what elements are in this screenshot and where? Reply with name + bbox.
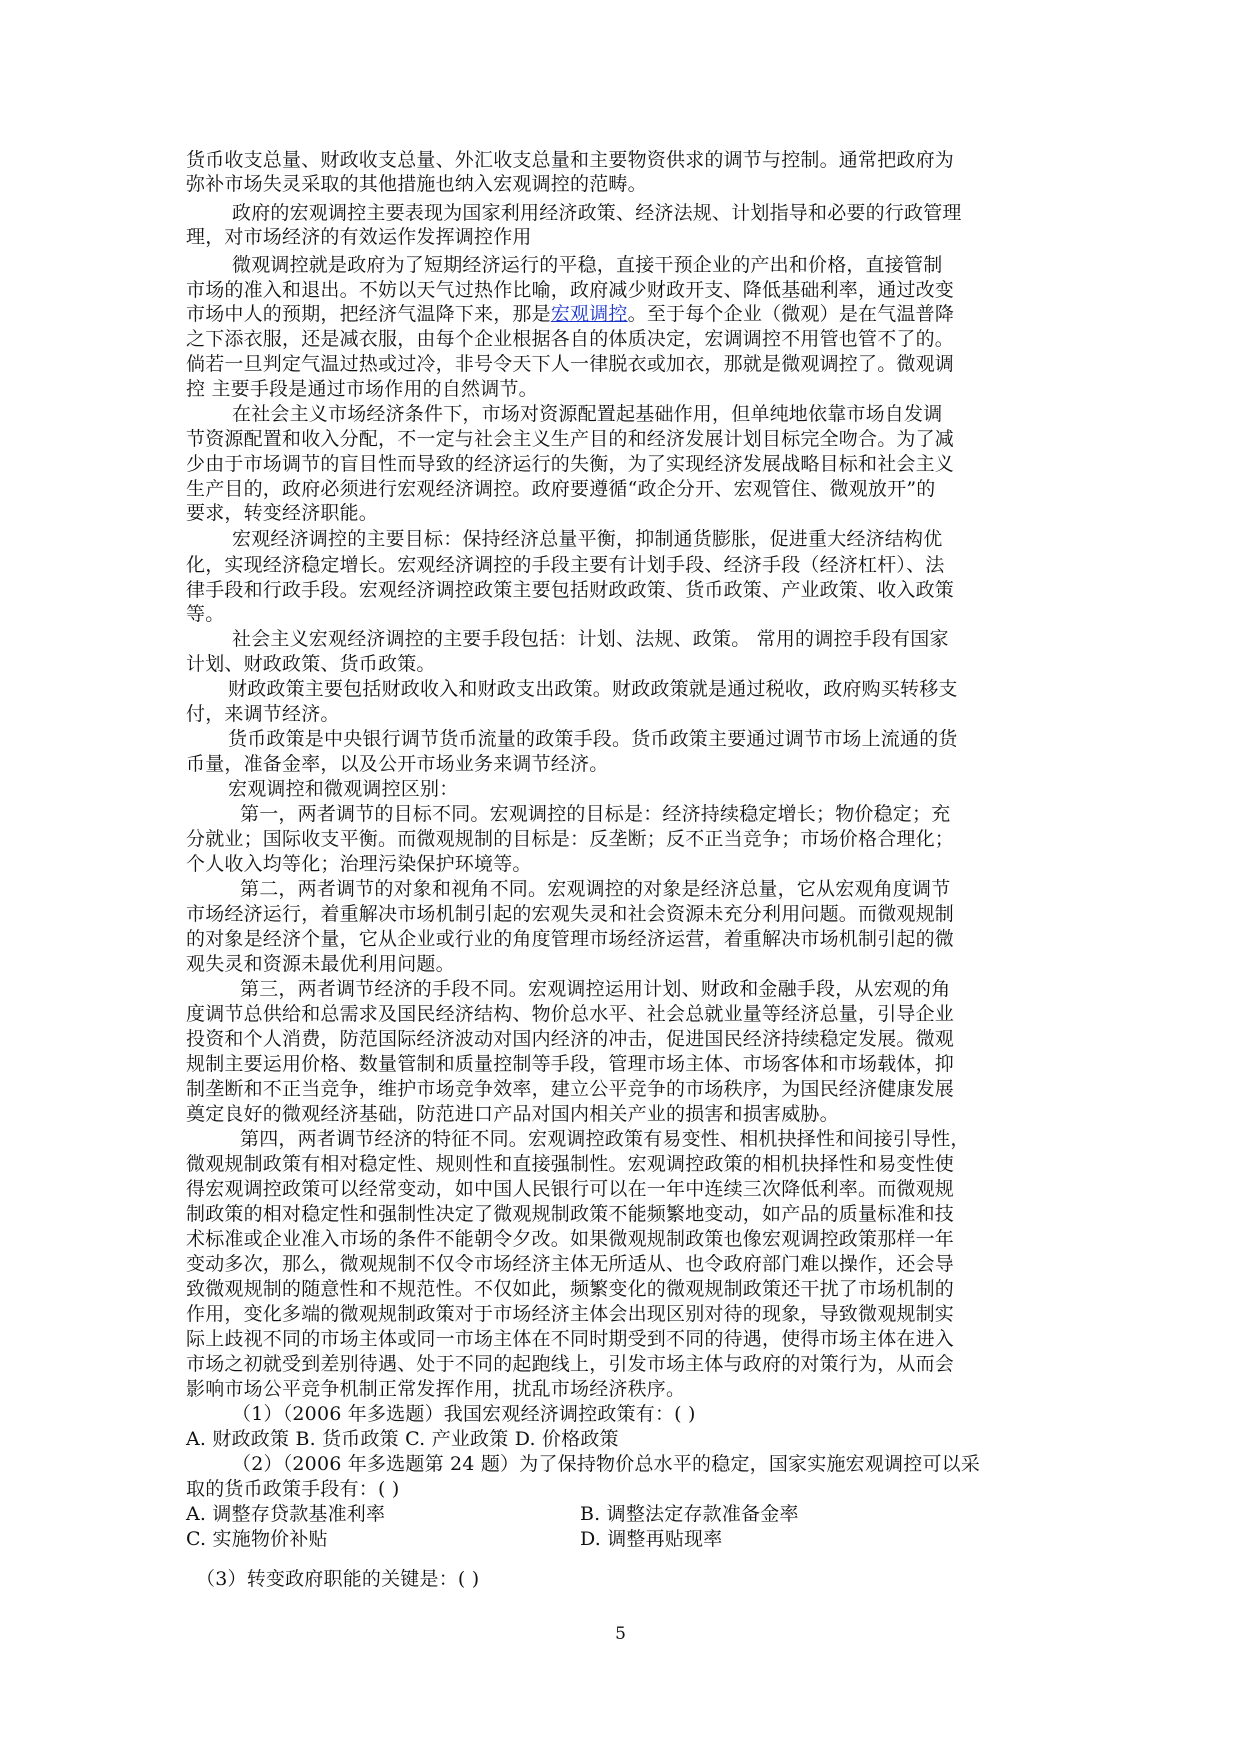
paragraph-line: 影响市场公平竞争机制正常发挥作用，扰乱市场经济秩序。 bbox=[186, 1378, 686, 1400]
paragraph-line: 付，来调节经济。 bbox=[186, 703, 340, 725]
paragraph-line: 政府的宏观调控主要表现为国家利用经济政策、经济法规、计划指导和必要的行政管理 bbox=[232, 202, 962, 224]
paragraph-line: 之下添衣服，还是减衣服，由每个企业根据各自的体质决定，宏调调控不用管也管不了的。 bbox=[186, 328, 955, 350]
paragraph-line: 投资和个人消费，防范国际经济波动对国内经济的冲击，促进国民经济持续稳定发展。微观 bbox=[186, 1028, 955, 1050]
question-stem: （2）（2006 年多选题第 24 题）为了保持物价总水平的稳定，国家实施宏观调控可以采 bbox=[232, 1453, 981, 1475]
question-stem: （3）转变政府职能的关键是：( ) bbox=[196, 1568, 480, 1590]
paragraph-line: 节资源配置和收入分配，不一定与社会主义生产目的和经济发展计划目标完全吻合。为了减 bbox=[186, 428, 955, 450]
paragraph-line-with-link bbox=[186, 302, 954, 326]
paragraph-line: 计划、财政政策、货币政策。 bbox=[186, 653, 436, 675]
paragraph-line: 货币收支总量、财政收支总量、外汇收支总量和主要物资供求的调节与控制。通常把政府为 bbox=[186, 149, 955, 171]
paragraph-line: 际上歧视不同的市场主体或同一市场主体在不同时期受到不同的待遇，使得市场主体在进入 bbox=[186, 1328, 955, 1350]
paragraph-line: 的对象是经济个量，它从企业或行业的角度管理市场经济运营，着重解决市场机制引起的微 bbox=[186, 928, 955, 950]
paragraph-line: 理，对市场经济的有效运作发挥调控作用 bbox=[186, 226, 532, 248]
paragraph-line: 规制主要运用价格、数量管制和质量控制等手段，管理市场主体、市场客体和市场载体，抑 bbox=[186, 1053, 955, 1075]
paragraph-text: 。至于每个企业（微观）是在气温普降 bbox=[627, 303, 955, 325]
paragraph-line: 微观规制政策有相对稳定性、规则性和直接强制性。宏观调控政策的相机抉择性和易变性使 bbox=[186, 1153, 955, 1175]
page-number: 5 bbox=[615, 1624, 626, 1644]
paragraph-line: 分就业；国际收支平衡。而微观规制的目标是：反垄断；反不正当竞争；市场价格合理化； bbox=[186, 828, 955, 850]
paragraph-line: 第四，两者调节经济的特征不同。宏观调控政策有易变性、相机抉择性和间接引导性， bbox=[240, 1128, 970, 1150]
question-stem: （1）（2006 年多选题）我国宏观经济调控政策有：( ) bbox=[232, 1403, 696, 1425]
paragraph-line: 社会主义宏观经济调控的主要手段包括：计划、法规、政策。 常用的调控手段有国家 bbox=[232, 628, 949, 650]
paragraph-line: 第二，两者调节的对象和视角不同。宏观调控的对象是经济总量，它从宏观角度调节 bbox=[240, 878, 951, 900]
paragraph-line: 奠定良好的微观经济基础，防范进口产品对国内相关产业的损害和损害威胁。 bbox=[186, 1103, 839, 1125]
paragraph-line: 第一，两者调节的目标不同。宏观调控的目标是：经济持续稳定增长；物价稳定；充 bbox=[240, 803, 951, 825]
paragraph-line: 致微观规制的随意性和不规范性。不仅如此，频繁变化的微观规制政策还干扰了市场机制的 bbox=[186, 1278, 955, 1300]
paragraph-line: 作用，变化多端的微观规制政策对于市场经济主体会出现区别对待的现象，导致微观规制实 bbox=[186, 1303, 955, 1325]
paragraph-line: 市场之初就受到差别待遇、处于不同的起跑线上，引发市场主体与政府的对策行为，从而会 bbox=[186, 1353, 955, 1375]
question-option-c: C. 实施物价补贴 bbox=[186, 1528, 328, 1550]
paragraph-line: 要求，转变经济职能。 bbox=[186, 502, 379, 524]
paragraph-line: 财政政策主要包括财政收入和财政支出政策。财政政策就是通过税收，政府购买转移支 bbox=[228, 678, 958, 700]
paragraph-line: 生产目的，政府必须进行宏观经济调控。政府要遵循“政企分开、宏观管住、微观放开”的 bbox=[186, 478, 936, 500]
paragraph-line: 律手段和行政手段。宏观经济调控政策主要包括财政政策、货币政策、产业政策、收入政策 bbox=[186, 579, 955, 601]
question-options: A. 财政政策 B. 货币政策 C. 产业政策 D. 价格政策 bbox=[186, 1428, 619, 1450]
paragraph-line: 制政策的相对稳定性和强制性决定了微观规制政策不能频繁地变动，如产品的质量标准和技 bbox=[186, 1203, 955, 1225]
question-stem: 取的货币政策手段有：( ) bbox=[186, 1478, 400, 1500]
paragraph-line: 个人收入均等化；治理污染保护环境等。 bbox=[186, 853, 532, 875]
paragraph-line: 等。 bbox=[186, 603, 225, 625]
paragraph-line: 变动多次，那么，微观规制不仅令市场经济主体无所适从、也令政府部门难以操作，还会导 bbox=[186, 1253, 955, 1275]
question-option-a: A. 调整存贷款基准利率 bbox=[186, 1503, 386, 1525]
paragraph-line: 市场的准入和退出。不妨以天气过热作比喻，政府减少财政开支、降低基础利率，通过改变 bbox=[186, 279, 955, 301]
paragraph-line: 微观调控就是政府为了短期经济运行的平稳，直接干预企业的产出和价格，直接管制 bbox=[232, 254, 943, 276]
paragraph-line: 倘若一旦判定气温过热或过冷，非号令天下人一律脱衣或加衣，那就是微观调控了。微观调 bbox=[186, 353, 955, 375]
paragraph-line: 观失灵和资源未最优利用问题。 bbox=[186, 953, 455, 975]
paragraph-line: 弥补市场失灵采取的其他措施也纳入宏观调控的范畴。 bbox=[186, 173, 647, 195]
question-option-b: B. 调整法定存款准备金率 bbox=[580, 1503, 799, 1525]
paragraph-line: 在社会主义市场经济条件下，市场对资源配置起基础作用，但单纯地依靠市场自发调 bbox=[232, 403, 943, 425]
paragraph-line: 化，实现经济稳定增长。宏观经济调控的手段主要有计划手段、经济手段（经济杠杆）、法 bbox=[186, 554, 945, 576]
paragraph-line: 度调节总供给和总需求及国民经济结构、物价总水平、社会总就业量等经济总量，引导企业 bbox=[186, 1003, 955, 1025]
paragraph-line: 币量，准备金率，以及公开市场业务来调节经济。 bbox=[186, 753, 609, 775]
paragraph-line: 第三，两者调节经济的手段不同。宏观调控运用计划、财政和金融手段，从宏观的角 bbox=[240, 978, 951, 1000]
paragraph-line: 制垄断和不正当竞争，维护市场竞争效率，建立公平竞争的市场秩序，为国民经济健康发展 bbox=[186, 1078, 955, 1100]
paragraph-line: 少由于市场调节的盲目性而导致的经济运行的失衡，为了实现经济发展战略目标和社会主义 bbox=[186, 453, 955, 475]
paragraph-line: 术标准或企业准入市场的条件不能朝令夕改。如果微观规制政策也像宏观调控政策那样一年 bbox=[186, 1228, 955, 1250]
paragraph-line: 控 主要手段是通过市场作用的自然调节。 bbox=[186, 378, 538, 400]
question-option-d: D. 调整再贴现率 bbox=[580, 1528, 723, 1550]
paragraph-line: 得宏观调控政策可以经常变动，如中国人民银行可以在一年中连续三次降低利率。而微观规 bbox=[186, 1178, 955, 1200]
paragraph-line: 市场经济运行，着重解决市场机制引起的宏观失灵和社会资源未充分利用问题。而微观规制 bbox=[186, 903, 955, 925]
macro-control-link[interactable]: 宏观调控 bbox=[550, 303, 628, 325]
paragraph-text: 市场中人的预期，把经济气温降下来，那是 bbox=[186, 303, 551, 325]
section-heading: 宏观调控和微观调控区别： bbox=[228, 778, 459, 800]
paragraph-line: 宏观经济调控的主要目标：保持经济总量平衡，抑制通货膨胀，促进重大经济结构优 bbox=[232, 528, 943, 550]
paragraph-line: 货币政策是中央银行调节货币流量的政策手段。货币政策主要通过调节市场上流通的货 bbox=[228, 728, 958, 750]
